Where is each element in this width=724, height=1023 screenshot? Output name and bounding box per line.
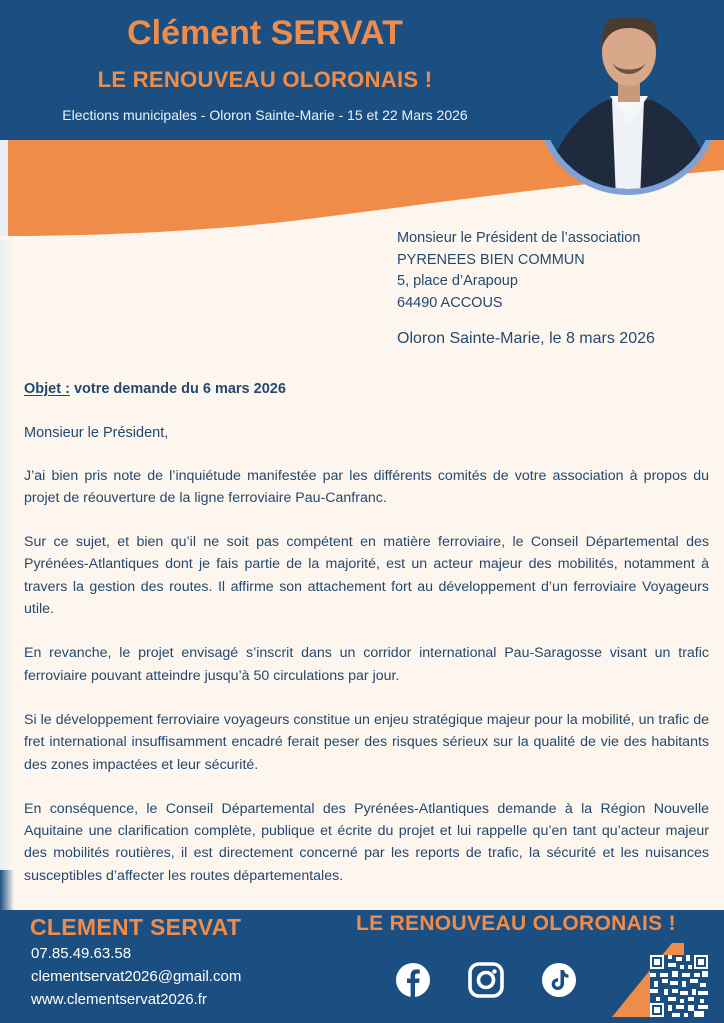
footer-phone[interactable]: 07.85.49.63.58: [31, 945, 132, 962]
subject-label: Objet :: [24, 381, 70, 397]
subject-text: votre demande du 6 mars 2026: [69, 381, 286, 397]
candidate-photo: [512, 0, 724, 200]
paragraph: Si le développement ferroviaire voyageurs constitue un enjeu stratégique majeur pour la mobilité, un trafic de fret international insuffisamment encadré ferait peser des risques sérieux sur la qualité de vie des habitants des zones impactées et leur sécurité.: [24, 711, 709, 773]
qr-code[interactable]: [650, 955, 708, 1017]
salutation: Monsieur le Président,: [24, 425, 169, 442]
footer-band: [0, 910, 724, 1023]
letter-body: [24, 378, 709, 909]
footer-name: CLEMENT SERVAT: [30, 914, 242, 940]
footer-website[interactable]: www.clementservat2026.fr: [31, 991, 207, 1008]
recipient-line: PYRENEES BIEN COMMUN: [397, 251, 585, 268]
recipient-address: [397, 228, 640, 314]
election-line: Elections municipales - Oloron Sainte-Marie - 15 et 22 Mars 2026: [62, 107, 468, 123]
recipient-line: 5, place d’Arapoup: [397, 273, 518, 289]
footer-slogan: LE RENOUVEAU OLORONAIS !: [356, 912, 676, 935]
candidate-name: Clément SERVAT: [127, 14, 403, 52]
subject-line: [24, 378, 709, 400]
list-name: LE RENOUVEAU OLORONAIS !: [97, 67, 433, 92]
paragraph: Sur ce sujet, et bien qu’il ne soit pas compétent en matière ferroviaire, le Conseil Départemental des Pyrénées-Atlantiques dont je fais partie de la majorité, est un acteur majeur des mobilités, notamment à travers la gestion des routes. Il affirme son attachement fort au développement d’un ferroviaire Voyageurs utile.: [24, 534, 709, 618]
tiktok-icon[interactable]: [540, 961, 578, 999]
page-edge-shadow: [0, 870, 14, 910]
footer-email[interactable]: clementservat2026@gmail.com: [31, 968, 242, 985]
page-edge-shadow: [0, 240, 12, 890]
place-date: Oloron Sainte-Marie, le 8 mars 2026: [397, 330, 655, 347]
paragraph: J’ai bien pris note de l’inquiétude manifestée par les différents comités de votre association à propos du projet de réouverture de la ligne ferroviaire Pau-Canfranc.: [24, 467, 709, 506]
instagram-icon[interactable]: [467, 961, 505, 999]
paragraph: En revanche, le projet envisagé s’inscrit dans un corridor international Pau-Saragosse visant un trafic ferroviaire pouvant atteindre jusqu’à 50 circulations par jour.: [24, 645, 709, 684]
recipient-line: Monsieur le Président de l’association: [397, 230, 641, 246]
facebook-icon[interactable]: [394, 961, 432, 999]
recipient-line: 64490 ACCOUS: [397, 294, 503, 311]
paragraph: En conséquence, le Conseil Départemental des Pyrénées-Atlantiques demande à la Région Nouvelle Aquitaine une clarification complète, publique et écrite du projet et lui rappelle qu’en tant qu’acteur majeur des mobilités routières, il est directement concerné par les reports de trafic, la sécurité et les nuisances susceptibles d’affecter les routes départementales.: [24, 800, 709, 884]
